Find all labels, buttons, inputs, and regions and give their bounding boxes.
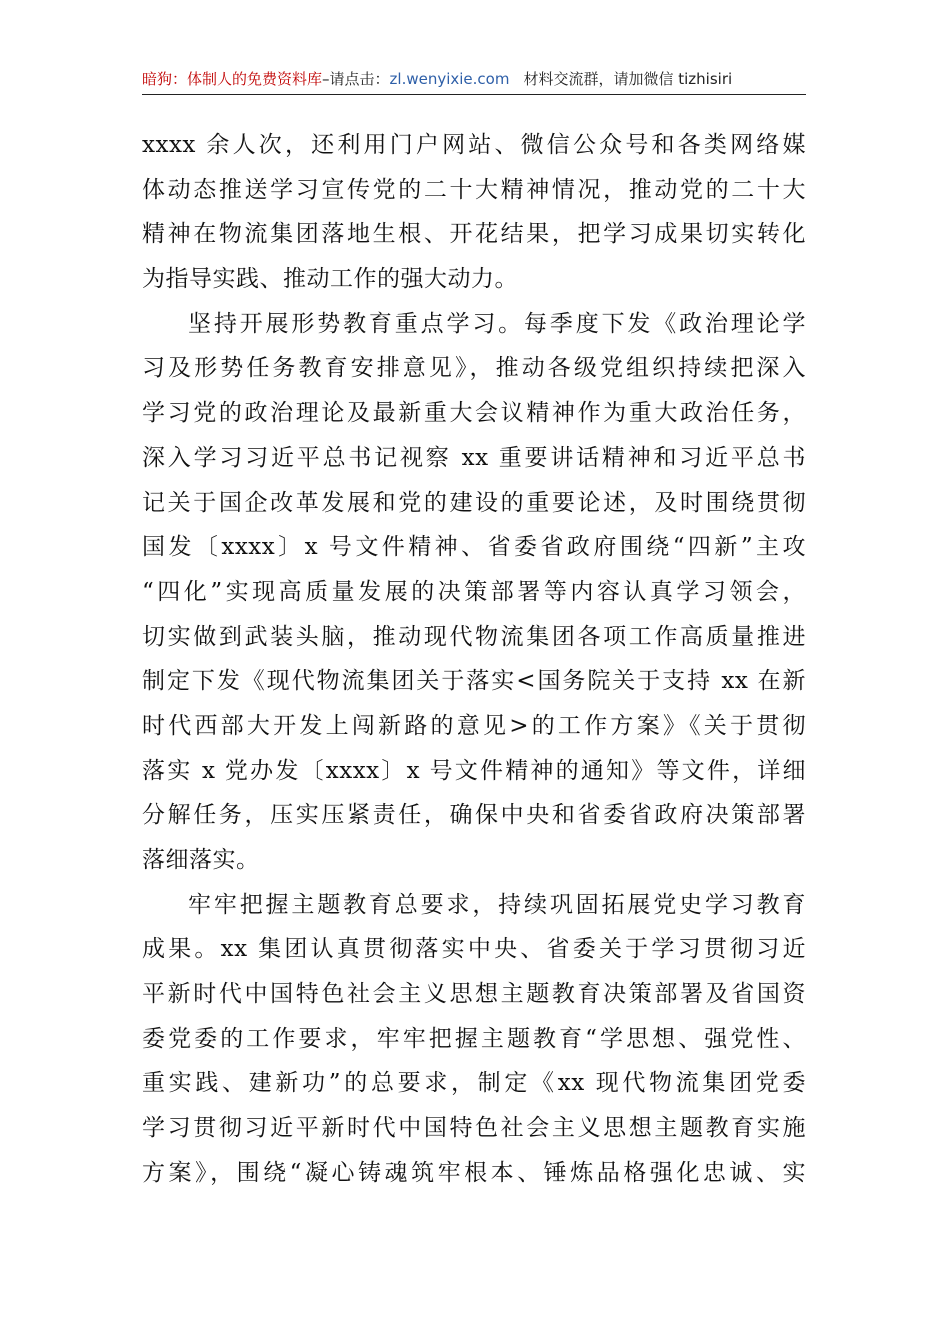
- text-line: 委党委的工作要求，牢牢把握主题教育“学思想、强党性、: [142, 1025, 806, 1052]
- header-wechat-note: 材料交流群，请加微信 tizhisiri: [523, 70, 733, 88]
- text-line: “四化”实现高质量发展的决策部署等内容认真学习领会，: [142, 578, 806, 605]
- document-body: [142, 123, 806, 1196]
- header-link[interactable]: zl.wenyixie.com: [389, 70, 510, 88]
- text-line: 落细落实。: [142, 847, 260, 873]
- text-line: 落实 x 党办发〔xxxx〕x 号文件精神的通知》等文件，详细: [142, 757, 806, 784]
- paragraph-1: [142, 123, 806, 302]
- header-site-name: 暗狗：体制人的免费资料库: [142, 70, 323, 88]
- page-header: [142, 64, 806, 95]
- paragraph-2: [142, 302, 806, 883]
- text-line: 平新时代中国特色社会主义思想主题教育决策部署及省国资: [142, 981, 806, 1008]
- text-line: 学习贯彻习近平新时代中国特色社会主义思想主题教育实施: [142, 1115, 806, 1142]
- text-line: 时代西部大开发上闯新路的意见>的工作方案》《关于贯彻: [142, 712, 806, 739]
- text-line: 方案》，围绕“凝心铸魂筑牢根本、锤炼品格强化忠诚、实: [142, 1159, 806, 1186]
- text-line: 分解任务，压实压紧责任，确保中央和省委省政府决策部署: [142, 802, 806, 829]
- text-line: 深入学习习近平总书记视察 xx 重要讲话精神和习近平总书: [142, 444, 806, 471]
- text-line: 记关于国企改革发展和党的建设的重要论述，及时围绕贯彻: [142, 489, 806, 516]
- text-line: 牢牢把握主题教育总要求，持续巩固拓展党史学习教育: [188, 891, 806, 918]
- header-click-prompt: –请点击：: [322, 70, 390, 88]
- text-line: 国发〔xxxx〕x 号文件精神、省委省政府围绕“四新”主攻: [142, 534, 806, 561]
- text-line: 坚持开展形势教育重点学习。每季度下发《政治理论学: [188, 310, 806, 337]
- text-line: 精神在物流集团落地生根、开花结果，把学习成果切实转化: [142, 221, 806, 248]
- text-line: xxxx 余人次，还利用门户网站、微信公众号和各类网络媒: [142, 132, 806, 158]
- text-line: 习及形势任务教育安排意见》，推动各级党组织持续把深入: [142, 355, 806, 382]
- paragraph-3: [142, 883, 806, 1196]
- text-line: 学习党的政治理论及最新重大会议精神作为重大政治任务，: [142, 400, 806, 427]
- text-line: 成果。xx 集团认真贯彻落实中央、省委关于学习贯彻习近: [142, 936, 806, 963]
- text-line: 体动态推送学习宣传党的二十大精神情况，推动党的二十大: [142, 176, 806, 203]
- text-line: 切实做到武装头脑，推动现代物流集团各项工作高质量推进: [142, 623, 806, 650]
- text-line: 重实践、建新功”的总要求，制定《xx 现代物流集团党委: [142, 1070, 806, 1097]
- text-line: 制定下发《现代物流集团关于落实<国务院关于支持 xx 在新: [142, 668, 806, 695]
- text-line: 为指导实践、推动工作的强大动力。: [142, 266, 518, 293]
